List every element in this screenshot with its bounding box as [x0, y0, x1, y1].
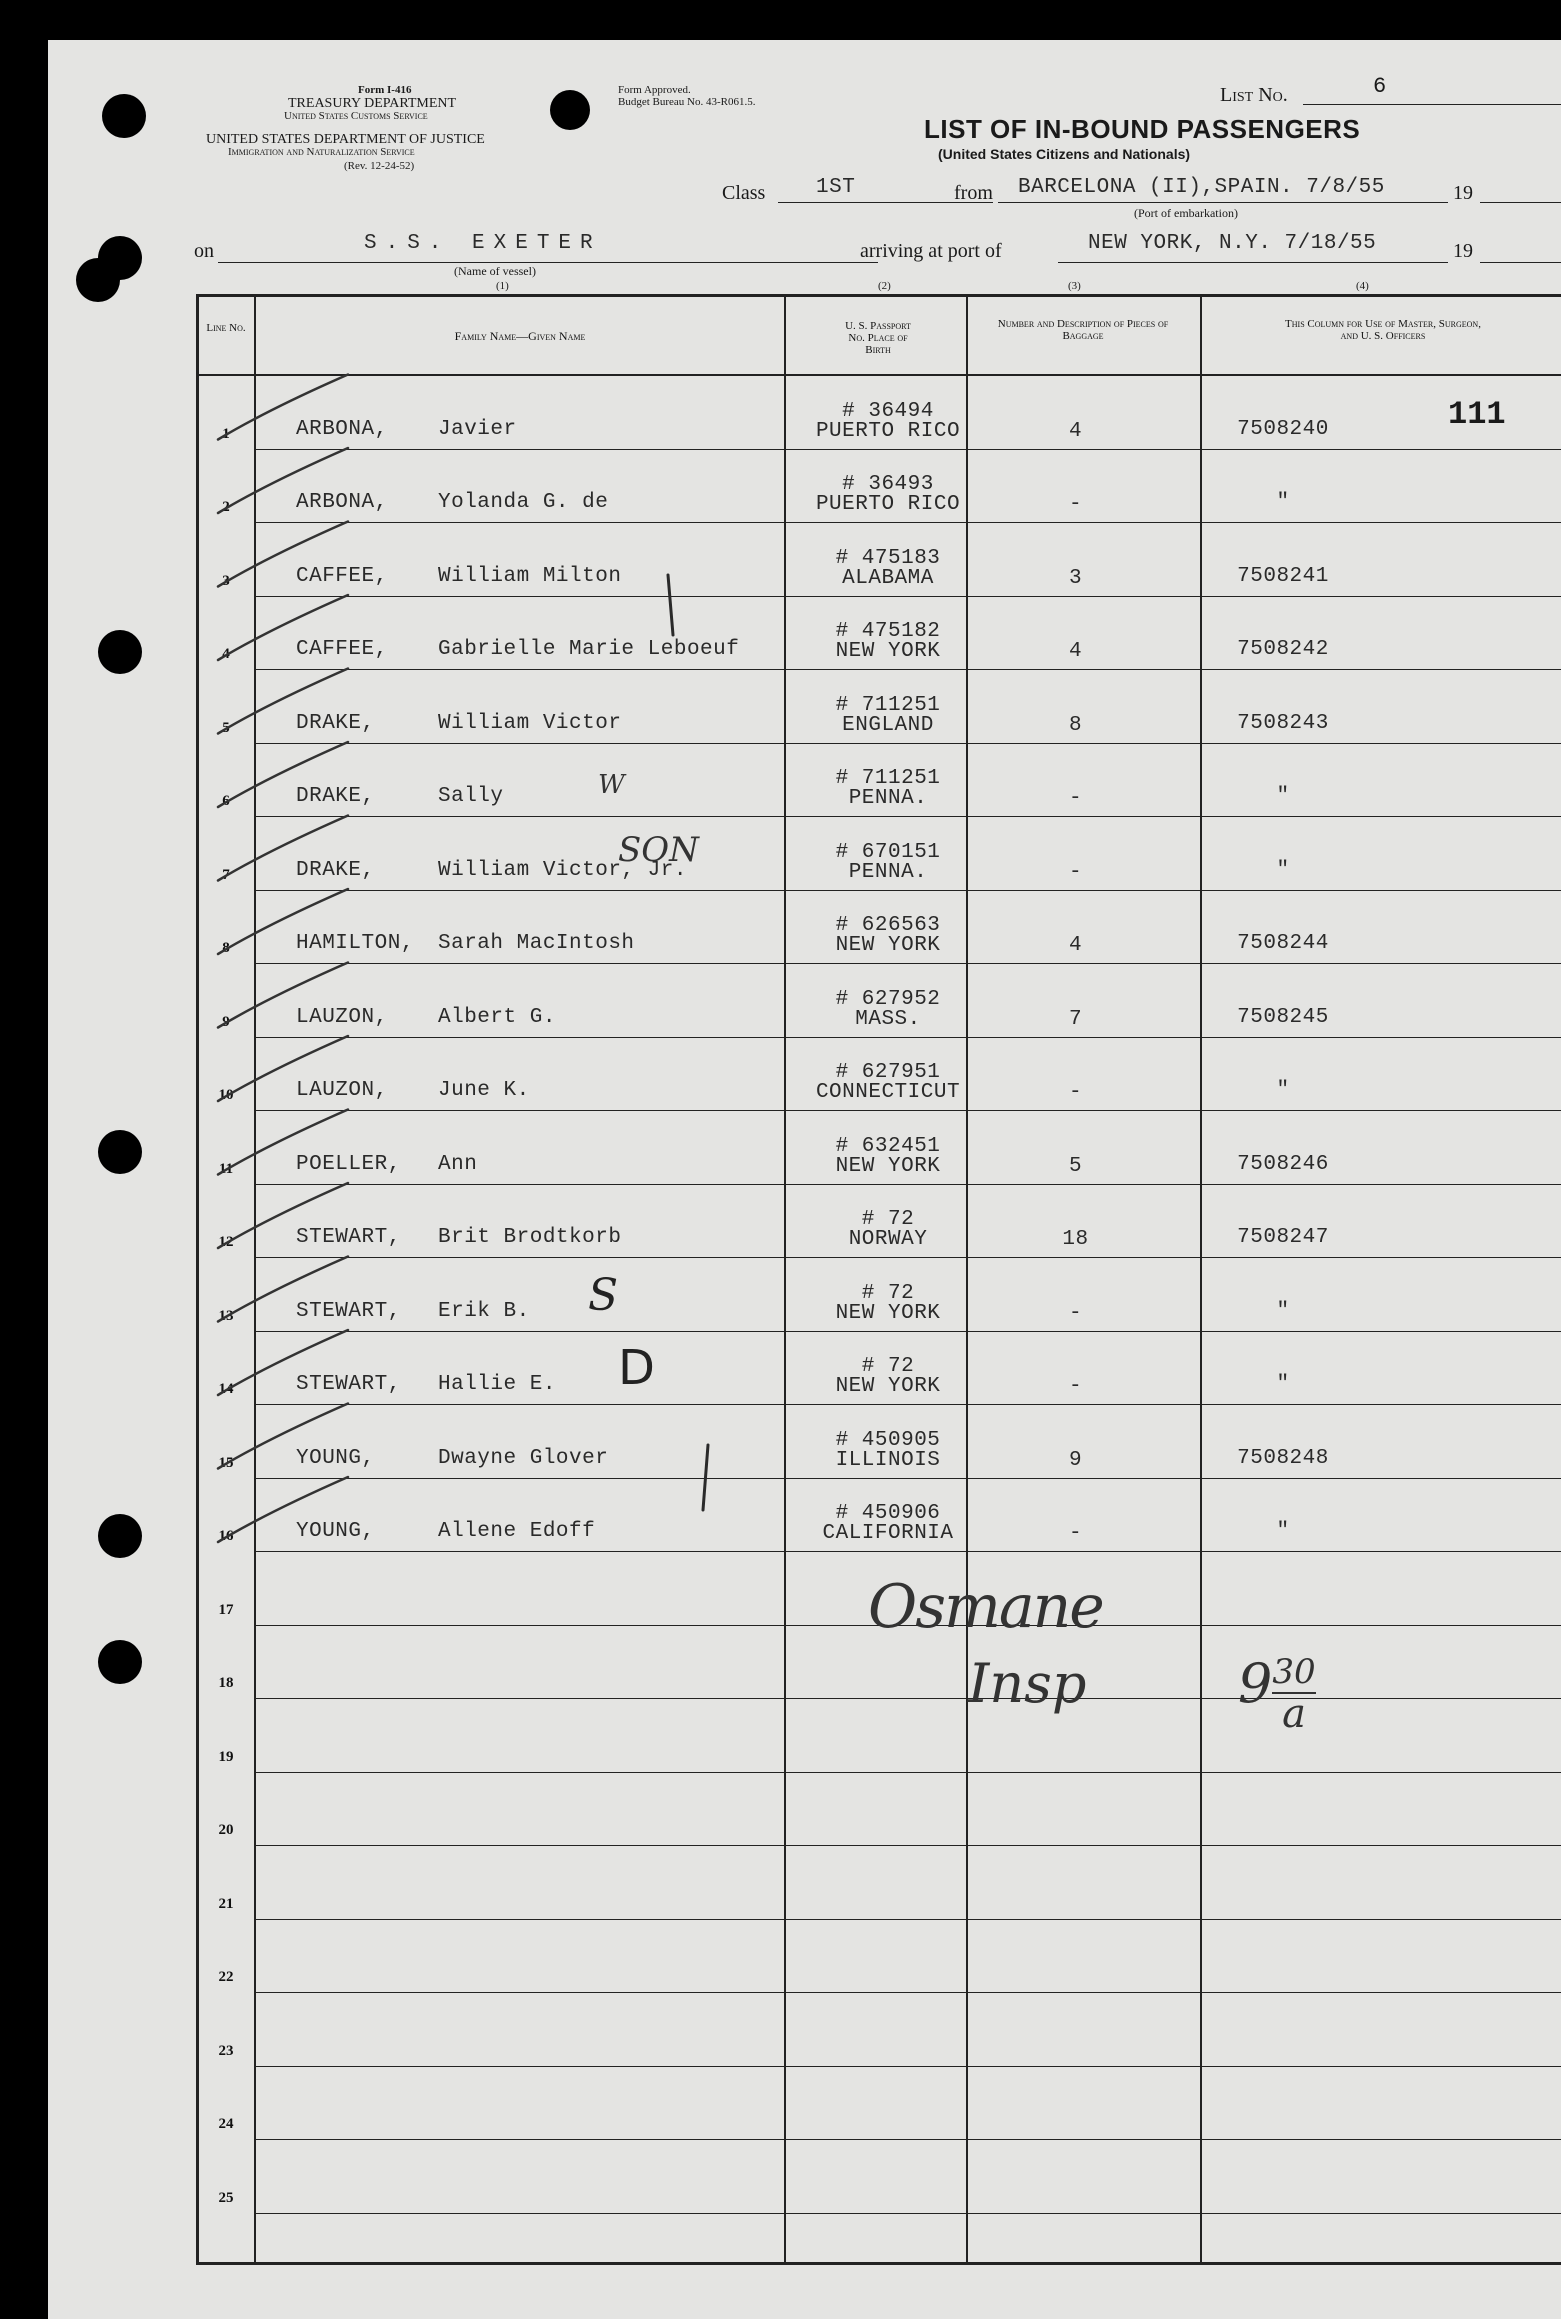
- officer-code: 7508243: [1237, 711, 1329, 735]
- baggage-count: 3: [1068, 566, 1083, 590]
- passport-number: # 632451: [835, 1134, 941, 1158]
- place-of-birth: NEW YORK: [835, 1301, 941, 1325]
- line-number: 9: [222, 1013, 230, 1030]
- checkmark-stroke: [218, 742, 348, 807]
- checkmark-stroke: [218, 1330, 348, 1395]
- baggage-count: -: [1068, 1522, 1083, 1545]
- checkmark-stroke: [218, 1404, 348, 1469]
- vessel-name: S.S. EXETER: [364, 232, 602, 255]
- place-of-birth: CONNECTICUT: [815, 1081, 961, 1104]
- checkmark-stroke: [218, 1257, 348, 1322]
- baggage-count: -: [1068, 493, 1083, 516]
- checkmark-stroke: [218, 375, 348, 440]
- line-number: 17: [218, 1601, 234, 1618]
- ins-service: Immigration and Naturalization Service: [228, 146, 415, 158]
- place-of-birth: NORWAY: [848, 1228, 928, 1251]
- checkmark-stroke: [218, 816, 348, 881]
- passport-number: # 475182: [835, 620, 941, 643]
- checkmark-stroke: [218, 889, 348, 954]
- place-of-birth: NEW YORK: [835, 1375, 941, 1398]
- checkmark-stroke: [218, 1183, 348, 1248]
- place-of-birth: ALABAMA: [842, 566, 934, 590]
- officer-code: ": [1276, 858, 1290, 882]
- handwritten-w: W: [598, 770, 625, 800]
- port-embark-caption: (Port of embarkation): [1134, 206, 1238, 220]
- page-title: LIST OF IN-BOUND PASSENGERS: [924, 114, 1361, 144]
- family-name: DRAKE,: [296, 785, 375, 808]
- passport-number: # 670151: [835, 840, 941, 864]
- line-number: 7: [222, 866, 230, 883]
- given-name: William Victor, Jr.: [438, 858, 687, 882]
- baggage-count: 4: [1068, 934, 1083, 957]
- checkmark-stroke: [218, 1477, 348, 1542]
- passport-number: # 627952: [835, 987, 941, 1011]
- checkmark-stroke: [218, 669, 348, 734]
- line-number: 22: [218, 1969, 234, 1985]
- given-name: Sally: [438, 785, 504, 808]
- family-name: CAFFEE,: [296, 564, 388, 588]
- family-name: POELLER,: [296, 1152, 401, 1176]
- on-label: on: [194, 240, 214, 262]
- passport-number: # 450905: [835, 1428, 941, 1452]
- given-name: Ann: [438, 1152, 478, 1176]
- given-name: Sarah MacIntosh: [438, 932, 635, 955]
- col-header-baggage: Number and Description of Pieces of Baggage: [997, 318, 1169, 342]
- given-name: William Milton: [438, 564, 622, 588]
- time-minutes: 30: [1272, 1652, 1316, 1692]
- pen-marks: [48, 40, 1561, 2319]
- checkmark-stroke: [218, 1110, 348, 1175]
- line-number: 23: [218, 2042, 234, 2059]
- passport-number: # 72: [861, 1355, 915, 1378]
- baggage-count: 7: [1068, 1007, 1083, 1031]
- family-name: YOUNG,: [296, 1446, 375, 1470]
- passport-number: # 626563: [835, 914, 941, 937]
- officer-code: 7508242: [1237, 638, 1329, 661]
- line-number: 14: [218, 1381, 234, 1397]
- handwritten-d: D: [618, 1340, 655, 1396]
- time-hour: 9: [1238, 1652, 1273, 1715]
- page-subtitle: (United States Citizens and Nationals): [938, 146, 1191, 162]
- arrival-port: NEW YORK, N.Y. 7/18/55: [1088, 232, 1377, 255]
- place-of-birth: PENNA.: [848, 860, 928, 884]
- form-number: Form I-416: [358, 84, 412, 96]
- given-name: Erik B.: [438, 1299, 530, 1323]
- baggage-count: -: [1068, 1301, 1083, 1325]
- passport-number: # 36494: [842, 399, 934, 423]
- handwritten-s: S: [588, 1270, 619, 1321]
- embark-port: BARCELONA (II),SPAIN. 7/8/55: [1018, 176, 1385, 199]
- line-number: 21: [218, 1895, 234, 1912]
- family-name: DRAKE,: [296, 711, 375, 735]
- family-name: CAFFEE,: [296, 638, 388, 661]
- line-number: 10: [218, 1087, 234, 1103]
- revision: (Rev. 12-24-52): [344, 160, 415, 172]
- line-number: 25: [218, 2189, 234, 2206]
- arriving-label: arriving at port of: [860, 240, 1002, 262]
- line-number: 15: [218, 1454, 234, 1471]
- officer-code: 7508241: [1237, 564, 1329, 588]
- baggage-count: 18: [1062, 1228, 1089, 1251]
- baggage-count: 5: [1068, 1154, 1083, 1178]
- line-number: 2: [222, 499, 230, 515]
- checkmark-stroke: [218, 595, 348, 660]
- col-num-3: (3): [1068, 280, 1081, 292]
- place-of-birth: PUERTO RICO: [815, 493, 961, 516]
- inspector-title: Insp: [968, 1652, 1087, 1715]
- list-no-label: List No.: [1220, 84, 1288, 106]
- place-of-birth: PENNA.: [848, 787, 928, 810]
- from-label: from: [954, 182, 993, 204]
- place-of-birth: ILLINOIS: [835, 1448, 941, 1472]
- passport-number: # 627951: [835, 1061, 941, 1084]
- officer-code: ": [1276, 1373, 1290, 1396]
- given-name: William Victor: [438, 711, 622, 735]
- checkmark-stroke: [218, 448, 348, 513]
- checkmark-stroke: [218, 963, 348, 1028]
- baggage-count: -: [1068, 787, 1083, 810]
- place-of-birth: NEW YORK: [835, 640, 941, 663]
- officer-code: 7508240: [1237, 417, 1329, 441]
- officer-code: ": [1276, 1520, 1290, 1543]
- justice-dept: UNITED STATES DEPARTMENT OF JUSTICE: [206, 132, 485, 147]
- officer-code: 7508244: [1237, 932, 1329, 955]
- baggage-count: -: [1068, 1375, 1083, 1398]
- officer-code: ": [1276, 1079, 1290, 1102]
- time-ampm: a: [1282, 1691, 1306, 1737]
- line-number: 24: [218, 2116, 234, 2132]
- line-number: 19: [218, 1748, 234, 1765]
- passport-number: # 450906: [835, 1502, 941, 1525]
- officer-code: ": [1276, 491, 1290, 514]
- officer-code: 7508248: [1237, 1446, 1329, 1470]
- col-num-2: (2): [878, 280, 891, 292]
- given-name: Dwayne Glover: [438, 1446, 609, 1470]
- given-name: Allene Edoff: [438, 1520, 596, 1543]
- line-number: 11: [218, 1160, 234, 1177]
- baggage-count: 8: [1068, 713, 1083, 737]
- col-header-officers: This Column for Use of Master, Surgeon, and U. S. Officers: [1285, 318, 1481, 342]
- family-name: HAMILTON,: [296, 932, 414, 955]
- given-name: June K.: [438, 1079, 530, 1102]
- given-name: Hallie E.: [438, 1373, 556, 1396]
- col-num-4: (4): [1356, 280, 1369, 292]
- year-prefix-2: 19: [1453, 240, 1473, 262]
- year-prefix-1: 19: [1453, 182, 1473, 204]
- col-header-passport: U. S. Passport No. Place of Birth: [845, 320, 911, 356]
- treasury-dept: TREASURY DEPARTMENT: [288, 96, 457, 111]
- passport-number: # 36493: [842, 473, 934, 496]
- checkmark-stroke: [218, 522, 348, 587]
- inspector-signature: Osmane: [868, 1572, 1103, 1642]
- checkmark-stroke: [218, 1036, 348, 1101]
- family-name: LAUZON,: [296, 1079, 388, 1102]
- baggage-count: 4: [1068, 419, 1083, 443]
- officer-code: 7508245: [1237, 1005, 1329, 1029]
- officer-code: 7508246: [1237, 1152, 1329, 1176]
- given-name: Javier: [438, 417, 517, 441]
- place-of-birth: PUERTO RICO: [815, 419, 961, 443]
- family-name: DRAKE,: [296, 858, 375, 882]
- family-name: LAUZON,: [296, 1005, 388, 1029]
- class-label: Class: [722, 182, 766, 204]
- baggage-count: 9: [1068, 1448, 1083, 1472]
- line-number: 5: [222, 719, 230, 736]
- given-name: Albert G.: [438, 1005, 556, 1029]
- page-number: 111: [1448, 396, 1506, 433]
- handwritten-son: SON: [618, 830, 699, 870]
- vessel-caption: (Name of vessel): [454, 264, 536, 278]
- place-of-birth: CALIFORNIA: [822, 1522, 954, 1545]
- col-num-1: (1): [496, 280, 509, 292]
- given-name: Gabrielle Marie Leboeuf: [438, 638, 740, 661]
- line-number: 13: [218, 1307, 234, 1324]
- place-of-birth: NEW YORK: [835, 1154, 941, 1178]
- given-name: Yolanda G. de: [438, 491, 609, 514]
- officer-code: 7508247: [1237, 1226, 1329, 1249]
- place-of-birth: NEW YORK: [835, 934, 941, 957]
- family-name: ARBONA,: [296, 417, 388, 441]
- line-number: 4: [222, 646, 230, 662]
- given-name: Brit Brodtkorb: [438, 1226, 622, 1249]
- baggage-count: -: [1068, 860, 1083, 884]
- passport-number: # 711251: [835, 693, 941, 717]
- place-of-birth: MASS.: [855, 1007, 921, 1031]
- customs-service: United States Customs Service: [284, 110, 428, 122]
- line-number: 3: [222, 572, 230, 589]
- line-number: 18: [218, 1675, 234, 1691]
- officer-code: ": [1276, 1299, 1290, 1323]
- line-number: 1: [222, 425, 230, 442]
- passport-number: # 711251: [835, 767, 941, 790]
- baggage-count: 4: [1068, 640, 1083, 663]
- line-number: 16: [218, 1528, 234, 1544]
- family-name: YOUNG,: [296, 1520, 375, 1543]
- passport-number: # 72: [861, 1208, 915, 1231]
- manifest-page: [48, 40, 1561, 2319]
- family-name: STEWART,: [296, 1226, 401, 1249]
- line-number: 12: [218, 1234, 234, 1250]
- col-header-line: Line No.: [206, 322, 246, 334]
- line-number: 20: [218, 1822, 234, 1838]
- line-number: 6: [222, 793, 230, 809]
- family-name: ARBONA,: [296, 491, 388, 514]
- budget-bureau: Budget Bureau No. 43-R061.5.: [618, 96, 756, 108]
- officer-code: ": [1276, 785, 1290, 808]
- class-value: 1ST: [816, 176, 856, 199]
- col-header-name: Family Name—Given Name: [454, 329, 586, 343]
- list-no: 6: [1373, 74, 1387, 99]
- baggage-count: -: [1068, 1081, 1083, 1104]
- form-approved: Form Approved.: [618, 84, 691, 96]
- line-number: 8: [222, 940, 230, 956]
- family-name: STEWART,: [296, 1373, 401, 1396]
- passport-number: # 475183: [835, 546, 941, 570]
- place-of-birth: ENGLAND: [842, 713, 934, 737]
- family-name: STEWART,: [296, 1299, 401, 1323]
- passport-number: # 72: [861, 1281, 915, 1305]
